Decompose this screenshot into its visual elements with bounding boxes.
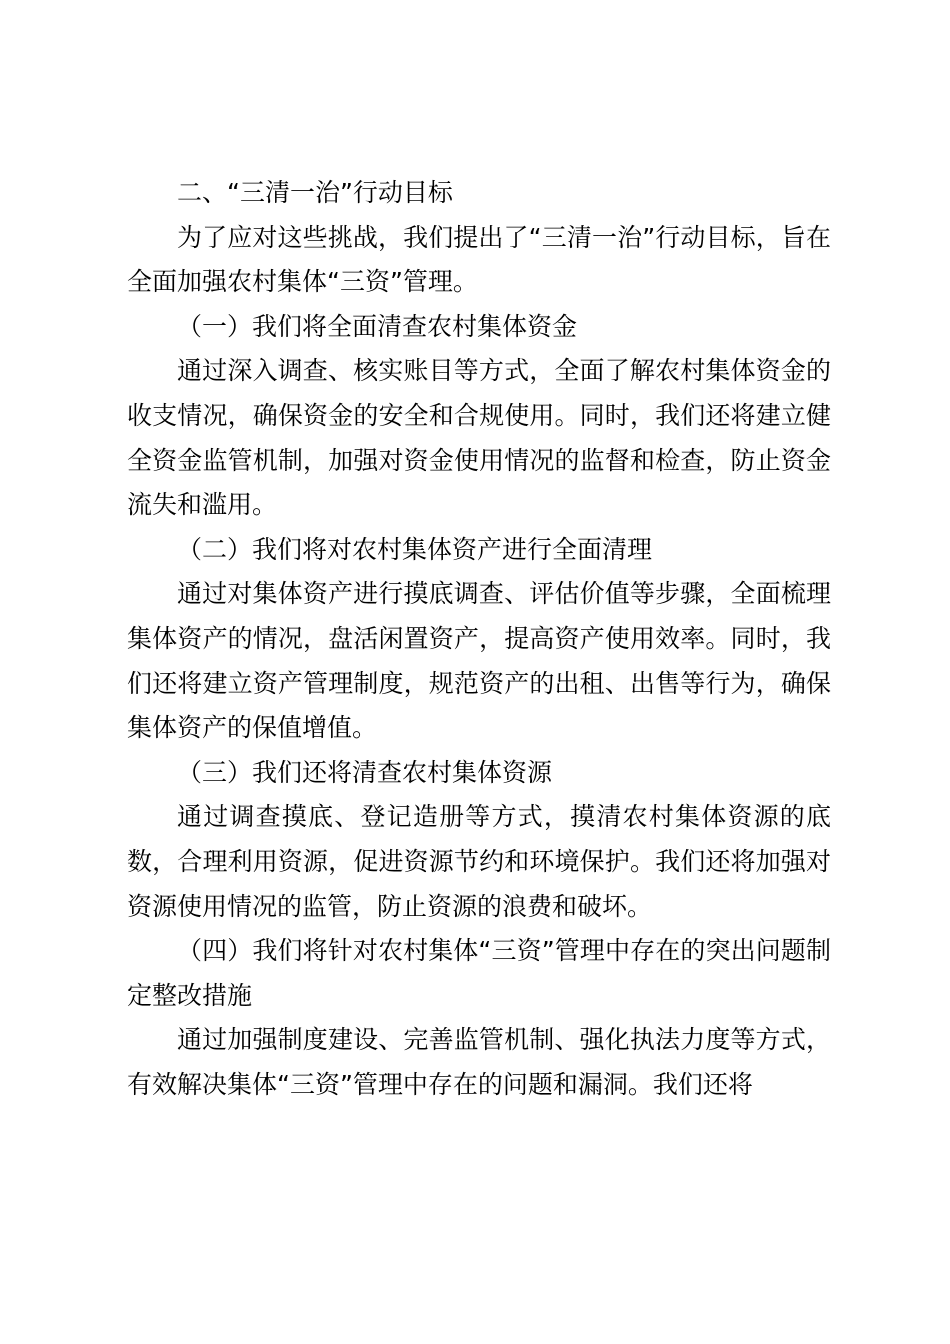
intro-paragraph: 为了应对这些挑战，我们提出了“三清一治”行动目标，旨在全面加强农村集体“三资”管理。 [127,222,831,297]
item-body-4: 通过加强制度建设、完善监管机制、强化执法力度等方式，有效解决集体“三资”管理中存在的问题和漏洞。我们还将 [127,1025,831,1099]
item-heading-2: （二）我们将对农村集体资产进行全面清理 [177,534,653,564]
item-body-3: 通过调查摸底、登记造册等方式，摸清农村集体资源的底数，合理利用资源，促进资源节约和环境保护。我们还将加强对资源使用情况的监管，防止资源的浪费和破坏。 [127,802,831,921]
document-body [127,171,831,1107]
item-body-2: 通过对集体资产进行摸底调查、评估价值等步骤，全面梳理集体资产的情况，盘活闲置资产，提高资产使用效率。同时，我们还将建立资产管理制度，规范资产的出租、出售等行为，确保集体资产的保值增值。 [127,579,831,743]
item-body-1: 通过深入调查、核实账目等方式，全面了解农村集体资金的收支情况，确保资金的安全和合规使用。同时，我们还将建立健全资金监管机制，加强对资金使用情况的监督和检查，防止资金流失和滥用。 [127,356,831,520]
item-heading-1: （一）我们将全面清查农村集体资金 [177,311,578,341]
item-heading-4: （四）我们将针对农村集体“三资”管理中存在的突出问题制定整改措施 [127,936,831,1010]
item-heading-3: （三）我们还将清查农村集体资源 [177,757,553,787]
section-heading: 二、“三清一治”行动目标 [177,178,453,207]
